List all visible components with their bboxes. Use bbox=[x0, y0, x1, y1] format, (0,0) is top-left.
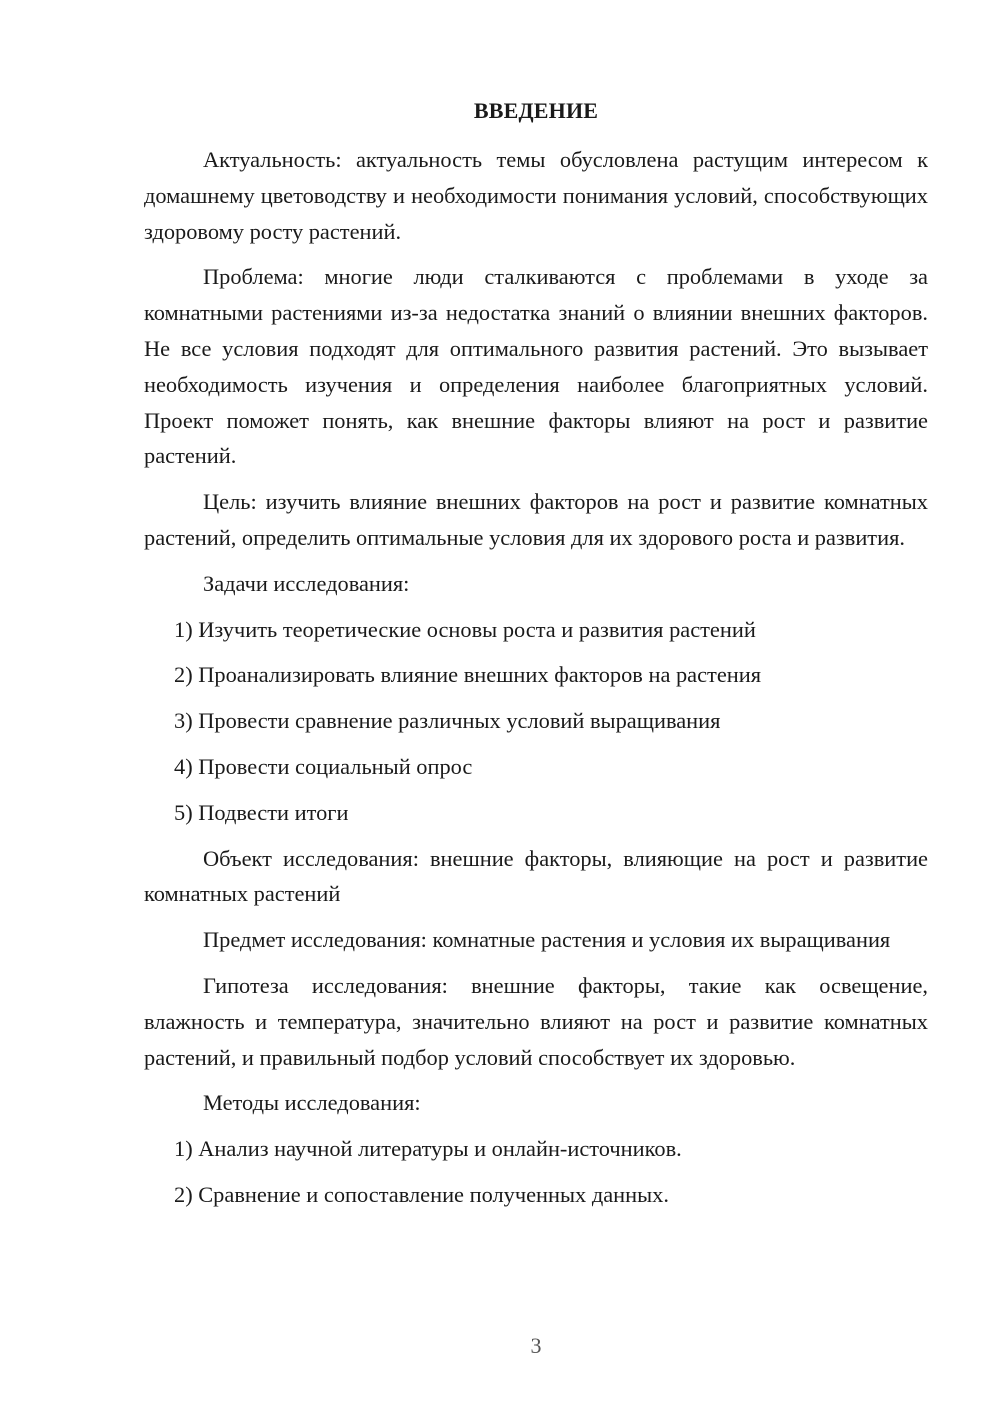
methods-list bbox=[144, 1131, 928, 1213]
list-item: 1) Анализ научной литературы и онлайн-источников. bbox=[174, 1136, 682, 1162]
list-item: 3) Провести сравнение различных условий выращивания bbox=[174, 708, 721, 734]
paragraph-relevance: Актуальность: актуальность темы обусловлена растущим интересом к домашнему цветоводству и необходимости понимания условий, способствующих здоровому росту растений. bbox=[144, 147, 928, 244]
tasks-list bbox=[144, 612, 928, 831]
document-body bbox=[144, 142, 928, 1223]
list-item: 5) Подвести итоги bbox=[174, 799, 349, 825]
methods-heading: Методы исследования: bbox=[203, 1090, 421, 1116]
page-title: ВВЕДЕНИЕ bbox=[473, 98, 599, 123]
list-item: 2) Сравнение и сопоставление полученных данных. bbox=[174, 1181, 669, 1207]
document-page bbox=[144, 0, 928, 1414]
paragraph-object: Объект исследования: внешние факторы, влияющие на рост и развитие комнатных растений bbox=[144, 845, 928, 907]
list-item: 2) Проанализировать влияние внешних факторов на растения bbox=[174, 662, 762, 688]
paragraph-goal: Цель: изучить влияние внешних факторов на рост и развитие комнатных растений, определить оптимальные условия для их здорового роста и развития. bbox=[144, 489, 928, 550]
page-number: 3 bbox=[530, 1333, 542, 1358]
tasks-heading: Задачи исследования: bbox=[203, 570, 410, 596]
paragraph-subject: Предмет исследования: комнатные растения и условия их выращивания bbox=[203, 927, 891, 953]
paragraph-problem: Проблема: многие люди сталкиваются с проблемами в уходе за комнатными растениями из-за недостатка знаний о влиянии внешних факторов. Не все условия подходят для оптимального развития растений. Это вызывает необходимость изучения и определения наиболее благоприятных условий. Проект поможет понять, как внешние факторы влияют на рост и развитие растений. bbox=[144, 264, 928, 469]
paragraph-hypothesis: Гипотеза исследования: внешние факторы, такие как освещение, влажность и температура, значительно влияют на рост и развитие комнатных растений, и правильный подбор условий способствует их здоровью. bbox=[144, 972, 928, 1070]
list-item: 4) Провести социальный опрос bbox=[174, 753, 473, 779]
list-item: 1) Изучить теоретические основы роста и развития растений bbox=[174, 616, 756, 642]
